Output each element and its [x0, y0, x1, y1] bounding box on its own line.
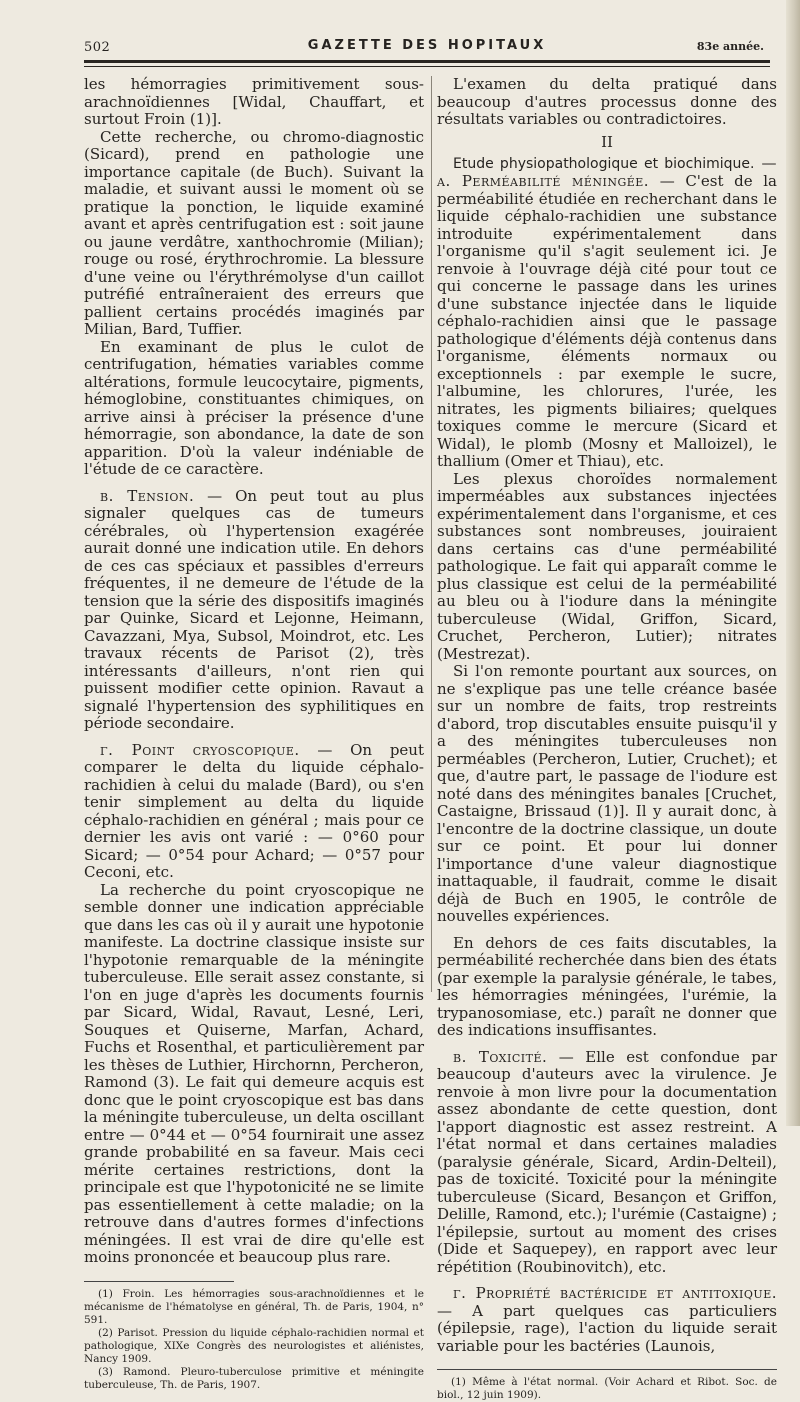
header-rule-thick [84, 60, 770, 63]
paragraph-lead: — α. Perméabilité méningée. [437, 153, 777, 190]
paragraph-lead: β. Toxicité. [453, 1047, 548, 1066]
paragraph: La recherche du point cryoscopique ne semble donner une indication appréciable que dans les cas où il y aurait une hypotonie manifeste. La doctrine classique insiste sur l'hypotonie remarquable de la méningite tuberculeuse. Elle serait assez constante, si l'on en juge d'après les documents fournis par Sicard, Widal, Ravaut, Lesné, Leri, Souques et Quiserne, Marfan, Achard, Fuchs et Rosenthal, et particulièrement par les thèses de Luthier, Hirchornn, Percheron, Ramond (3). Le fait qui demeure acquis est donc que le point cryoscopique est bas dans la méningite tuberculeuse, un delta oscillant entre — 0°44 et — 0°54 fournirait une assez grande probabilité en sa faveur. Mais ceci mérite certaines restrictions, dont la principale est que l'hypotonicité ne se limite pas essentiellement à cette maladie; on la retrouve dans d'autres formes d'infections méningées. Il est vrai de dire qu'elle est moins prononcée et beaucoup plus rare. [84, 880, 424, 1266]
year-label: 83e année. [696, 40, 764, 53]
footnote: (3) Ramond. Pleuro-tuberculose primitive et méningite tuberculeuse, Th. de Paris, 1907. [84, 1365, 424, 1391]
paragraph-body: — A part quelques cas particuliers (épilepsie, rage), l'action du liquide serait variable pour les bactéries (Launois, [437, 1301, 777, 1355]
column-divider [431, 76, 432, 992]
paragraph: Si l'on remonte pourtant aux sources, on ne s'explique pas une telle créance basée sur un nombre de faits, trop restreints d'abord, trop discutables ensuite puisqu'il y a des méningites tuberculeuses non perméables (Percheron, Lutier, Cruchet); et que, d'autre part, le passage de l'iodure est noté dans des méningites banales [Cruchet, Castaigne, Brissaud (1)]. Il y aurait donc, à l'encontre de la doctrine classique, un doute sur ce point. Et pour lui donner l'importance d'une valeur diagnostique inattaquable, il faudrait, comme le disait déjà de Buch en 1905, le contrôle de nouvelles expériences. [437, 662, 777, 925]
paragraph-lead: β. Tension. [100, 486, 195, 505]
paragraph: En dehors de ces faits discutables, la perméabilité recherchée dans bien des états (par exemple la paralysie générale, le tabes, les hémorragies méningées, l'urémie, la trypanosomiase, etc.) paraît ne donner que des indications insuffisantes. [437, 933, 777, 1039]
left-column [84, 75, 425, 1391]
paragraph: Les plexus choroïdes normalement imperméables aux substances injectées expérimentalement dans l'organisme, et ces substances sont nombreuses, jouiraient dans certains cas d'une perméabilité pathologique. Le fait qui apparaît comme le plus classique est celui de la perméabilité au bleu ou à l'iodure dans la méningite tuberculeuse (Widal, Griffon, Sicard, Cruchet, Percheron, Lutier); nitrates (Mestrezat). [437, 469, 777, 663]
footnote: (2) Parisot. Pression du liquide céphalo-rachidien normal et pathologique, XIXe Congrès des neurologistes et aliénistes, Nancy 1909. [84, 1326, 424, 1365]
paragraph: L'examen du delta pratiqué dans beaucoup d'autres processus donne des résultats variables ou contradictoires. [437, 75, 777, 128]
paragraph-bactericide [437, 1285, 777, 1355]
section-number: II [601, 132, 613, 151]
header-rule-thin [84, 66, 770, 67]
paragraph-cryoscopy [84, 742, 424, 882]
footnote-rule [437, 1369, 777, 1370]
page-number: 502 [84, 40, 111, 55]
paragraph-body: — C'est de la perméabilité étudiée en recherchant dans le liquide céphalo-rachidien une substance introduite expérimentalement dans l'organisme qu'il s'agit seulement ici. Je renvoie à l'ouvrage déjà cité pour tout ce qui concerne le passage dans les urines d'une substance injectée dans le liquide céphalo-rachidien ainsi que le passage pathologique d'éléments déjà contenus dans l'organisme, éléments normaux ou exceptionnels : par exemple le sucre, l'albumine, les chlorures, l'urée, les nitrates, les pigments biliaires; quelques toxiques comme le mercure (Sicard et Widal), le plomb (Mosny et Malloizel), le thallium (Omer et Thiau), etc. [437, 172, 777, 470]
right-column [437, 75, 777, 1401]
paragraph-permeability [437, 155, 777, 471]
paragraph: En examinant de plus le culot de centrifugation, hématies variables comme altérations, formule leucocytaire, pigments, hémoglobine, constituantes chimiques, on arrive ainsi à préciser la présence d'une hémorragie, son abondance, la date de son apparition. D'où la valeur indéniable de l'étude de ce caractère. [84, 337, 424, 478]
footnote: (1) Même à l'état normal. (Voir Achard et Ribot. Soc. de biol., 12 juin 1909). [437, 1376, 777, 1401]
paragraph-lead: γ. Propriété bactéricide et antitoxique. [453, 1284, 777, 1302]
page-edge-shadow [786, 0, 800, 1126]
paragraph-body: — Elle est confondue par beaucoup d'auteurs avec la virulence. Je renvoie à mon livre pour la documentation assez abondante de cette question, dont l'apport diagnostic est assez restreint. A l'état normal et dans certaines maladies (paralysie générale, Sicard, Ardin-Delteil), pas de toxicité. Toxicité pour la méningite tuberculeuse (Sicard, Besançon et Griffon, Delille, Ramond, etc.); l'urémie (Castaigne) ; l'épilepsie, surtout au moment des crises (Dide et Saquepey), en rapport avec leur répétition (Roubinovitch), etc. [437, 1047, 777, 1276]
page-header [84, 38, 770, 58]
paragraph: les hémorragies primitivement sous-arachnoïdiennes [Widal, Chauffart, et surtout Froin (1)]. [84, 75, 424, 128]
paragraph-lead: γ. Point cryoscopique. [100, 740, 300, 759]
paragraph-tension [84, 488, 424, 733]
section-title: Etude physiopathologique et biochimique. [453, 155, 755, 172]
paragraph: Cette recherche, ou chromo-diagnostic (Sicard), prend en pathologie une importance capitale (de Buch). Suivant la maladie, et suivant aussi le moment où se pratique la ponction, le liquide examiné avant et après centrifugation est : soit jaune ou jaune verdâtre, xanthochromie (Milian); rouge ou rosé, érythrochromie. La blessure d'une veine ou l'érythrémolyse d'un caillot putréfié entraîneraient des erreurs que pallient certains procédés imaginés par Milian, Bard, Tuffier. [84, 127, 424, 338]
paragraph-body: — On peut tout au plus signaler quelques cas de tumeurs cérébrales, où l'hypertension exagérée aurait donné une indication utile. En dehors de ces cas spéciaux et passibles d'erreurs fréquentes, il ne demeure de l'étude de la tension que la série des dispositifs imaginés par Quinke, Sicard et Lejonne, Heimann, Cavazzani, Mya, Subsol, Moindrot, etc. Les travaux récents de Parisot (2), très intéressants d'ailleurs, n'ont rien qui puissent modifier cette opinion. Ravaut a signalé l'hypertension des syphilitiques en période secondaire. [84, 486, 425, 732]
paragraph-body: — On peut comparer le delta du liquide céphalo-rachidien à celui du malade (Bard), ou s'en tenir simplement au delta du liquide céphalo-rachidien en général ; mais pour ce dernier les avis ont varié : — 0°60 pour Sicard; — 0°54 pour Achard; — 0°57 pour Ceconi, etc. [84, 740, 424, 881]
footnote: (1) Froin. Les hémorragies sous-arachnoïdiennes et le mécanisme de l'hématolyse en général, Th. de Paris, 1904, n° 591. [84, 1287, 424, 1326]
footnote-rule [84, 1281, 234, 1282]
paragraph-toxicity [437, 1049, 777, 1277]
journal-title: GAZETTE DES HOPITAUX [307, 38, 547, 53]
